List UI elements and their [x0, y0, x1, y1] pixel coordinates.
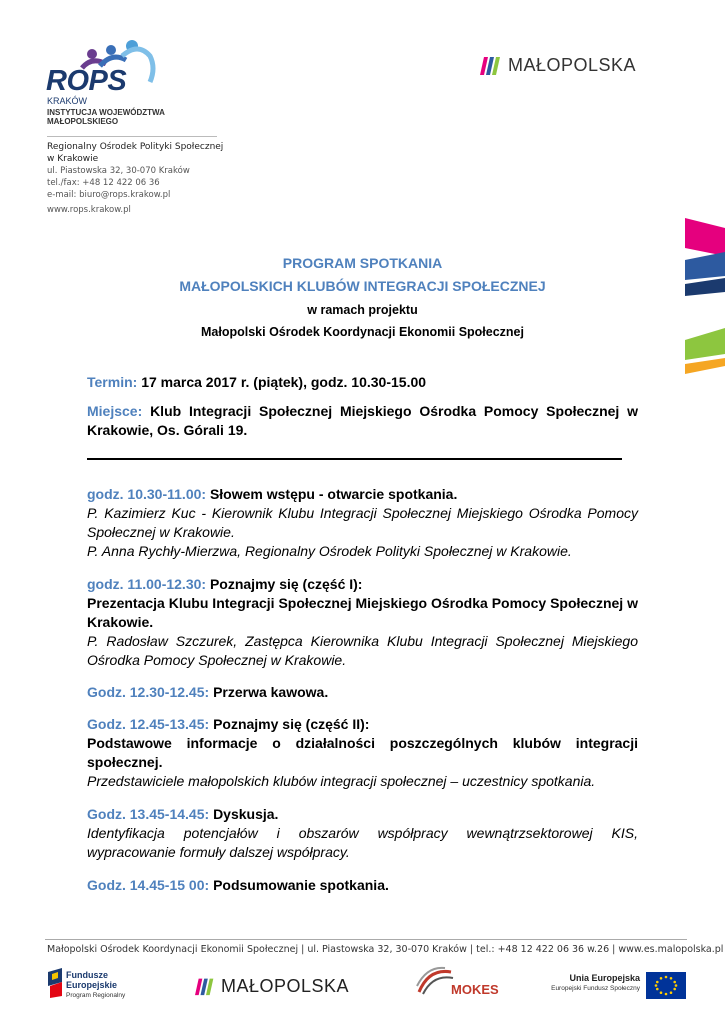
mokes-logo — [415, 966, 505, 1000]
rops-web: www.rops.krakow.pl — [47, 205, 131, 215]
malopolska-mark-icon — [195, 976, 217, 996]
fe-line3: Program Regionalny — [66, 992, 126, 999]
agenda-item — [87, 715, 638, 791]
ue-line2: Europejski Fundusz Społeczny — [551, 985, 640, 992]
malopolska-word: MAŁOPOLSKA — [508, 55, 637, 75]
agenda-time: Godz. 12.45-13.45: — [87, 716, 210, 732]
agenda-item — [87, 485, 638, 561]
malopolska-mark-icon — [480, 55, 504, 75]
agenda-speaker: P. Radosław Szczurek, Zastępca Kierownika Klubu Integracji Społecznej Miejskiego Ośrodka Pomocy Społecznej w Krakowie. — [87, 633, 638, 668]
agenda-title: Słowem wstępu - otwarcie spotkania. — [209, 486, 458, 502]
agenda-title: Dyskusja. — [213, 806, 279, 822]
agenda-speaker: P. Kazimierz Kuc - Kierownik Klubu Integracji Społecznej Miejskiego Ośrodka Pomocy Społecznej w Krakowie. — [87, 505, 638, 540]
agenda-description: Prezentacja Klubu Integracji Społecznej Miejskiego Ośrodka Pomocy Społecznej w Krakowie. — [87, 595, 638, 630]
malopolska-logo-bottom — [195, 976, 350, 1001]
agenda-description: Podstawowe informacje o działalności poszczególnych klubów integracji społecznej. — [87, 735, 638, 770]
agenda-time: godz. 11.00-12.30: — [87, 576, 207, 592]
program-subtitle: MAŁOPOLSKICH KLUBÓW INTEGRACJI SPOŁECZNEJ — [179, 278, 546, 294]
divider-rule — [87, 458, 622, 460]
project-intro: w ramach projektu — [307, 303, 418, 317]
unia-europejska-text — [551, 973, 640, 997]
miejsce — [87, 402, 638, 440]
agenda-item — [87, 575, 638, 670]
termin-label: Termin: — [87, 374, 138, 390]
malopolska-logo-top — [480, 55, 637, 80]
malopolska-word: MAŁOPOLSKA — [221, 976, 350, 996]
footer-divider — [45, 939, 687, 940]
decorative-stripes — [685, 218, 725, 378]
fundusze-europejskie-logo — [48, 968, 158, 1004]
mokes-word: MOKES — [451, 982, 499, 997]
fe-line1: Fundusze — [66, 970, 108, 980]
rops-org-line1: Regionalny Ośrodek Polityki Społecznej — [47, 142, 224, 152]
agenda-speaker: Identyfikacja potencjałów i obszarów współpracy wewnątrzsektorowej KIS, wypracowanie formuły dalszej współpracy. — [87, 825, 638, 860]
rops-contact — [47, 141, 223, 216]
agenda-item — [87, 876, 638, 895]
rops-institution: INSTYTUCJA WOJEWÓDZTWA MAŁOPOLSKIEGO — [47, 108, 165, 126]
agenda-title: Przerwa kawowa. — [213, 684, 329, 700]
ue-line1: Unia Europejska — [569, 973, 640, 983]
fe-line2: Europejskie — [66, 980, 118, 990]
rops-phone: tel./fax: +48 12 422 06 36 — [47, 178, 160, 188]
miejsce-label: Miejsce: — [87, 403, 143, 419]
agenda-title: Poznajmy się (część II): — [213, 716, 370, 732]
project-name: Małopolski Ośrodek Koordynacji Ekonomii Społecznej — [201, 325, 524, 339]
miejsce-value: Klub Integracji Społecznej Miejskiego Ośrodka Pomocy Społecznej w Krakowie, Os. Górali 19. — [87, 403, 638, 438]
fe-mark-icon — [48, 968, 64, 998]
agenda-speaker: P. Anna Rychły-Mierzwa, Regionalny Ośrodek Polityki Społecznej w Krakowie. — [87, 543, 572, 559]
agenda-time: godz. 10.30-11.00: — [87, 486, 207, 502]
rops-address: ul. Piastowska 32, 30-070 Kraków — [47, 166, 190, 176]
footer-contact: Małopolski Ośrodek Koordynacji Ekonomii Społecznej | ul. Piastowska 32, 30-070 Kraków | tel.: +48 12 422 06 36 w.26 | www.es.malopolska.pl — [47, 944, 724, 955]
rops-logo-word: ROPS — [46, 65, 127, 97]
agenda-title: Podsumowanie spotkania. — [213, 877, 389, 893]
termin-value: 17 marca 2017 r. (piątek), godz. 10.30-15.00 — [141, 374, 427, 390]
agenda-item — [87, 805, 638, 862]
termin — [87, 373, 638, 392]
rops-divider — [47, 136, 217, 137]
agenda-item — [87, 683, 638, 702]
agenda-time: Godz. 14.45-15 00: — [87, 877, 210, 893]
rops-email: e-mail: biuro@rops.krakow.pl — [47, 190, 171, 200]
mokes-mark-icon — [415, 966, 455, 996]
agenda-speaker: Przedstawiciele małopolskich klubów integracji społecznej – uczestnicy spotkania. — [87, 773, 596, 789]
agenda-title: Poznajmy się (część I): — [209, 576, 363, 592]
agenda-time: Godz. 13.45-14.45: — [87, 806, 210, 822]
rops-org-line2: w Krakowie — [47, 154, 99, 164]
rops-city: KRAKÓW — [47, 96, 88, 106]
program-title: PROGRAM SPOTKANIA — [282, 255, 443, 271]
agenda-time: Godz. 12.30-12.45: — [87, 684, 210, 700]
eu-flag-icon — [646, 972, 686, 999]
